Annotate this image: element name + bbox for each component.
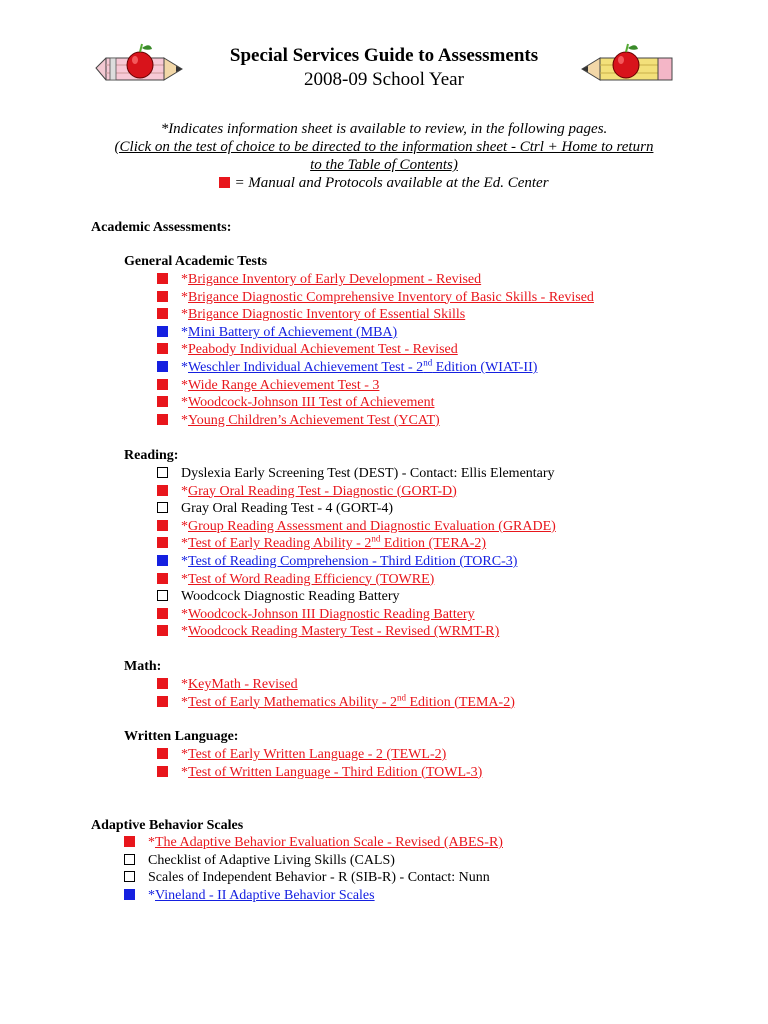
test-link[interactable]: Group Reading Assessment and Diagnostic Evaluation (GRADE) bbox=[188, 518, 556, 534]
info-sheet-marker: * bbox=[181, 395, 188, 411]
instructions bbox=[80, 120, 688, 192]
empty-square-icon bbox=[157, 467, 168, 478]
list-general-academic bbox=[157, 271, 594, 429]
test-link[interactable]: Gray Oral Reading Test - Diagnostic (GORT-D) bbox=[188, 483, 457, 499]
list-item[interactable] bbox=[157, 676, 515, 694]
test-link[interactable]: Woodcock-Johnson III Diagnostic Reading Battery bbox=[188, 606, 475, 622]
list-item[interactable] bbox=[157, 623, 556, 641]
list-item[interactable] bbox=[157, 394, 594, 412]
red-square-icon bbox=[157, 520, 168, 531]
note-line-1: *Indicates information sheet is available to review, in the following pages. bbox=[160, 121, 608, 137]
list-item[interactable] bbox=[157, 412, 594, 430]
test-link[interactable]: Test of Early Written Language - 2 (TEWL-2) bbox=[188, 747, 447, 762]
test-name: Checklist of Adaptive Living Skills (CALS) bbox=[148, 852, 395, 868]
info-sheet-marker: * bbox=[181, 571, 188, 587]
info-sheet-marker: * bbox=[181, 377, 188, 393]
empty-square-icon bbox=[157, 502, 168, 513]
list-item[interactable] bbox=[157, 746, 482, 764]
red-square-icon bbox=[157, 308, 168, 319]
list-item[interactable] bbox=[124, 834, 503, 852]
red-square-icon bbox=[157, 537, 168, 548]
red-square-icon bbox=[157, 766, 168, 777]
test-name: Scales of Independent Behavior - R (SIB-R) - Contact: Nunn bbox=[148, 870, 490, 886]
test-link[interactable]: Woodcock Reading Mastery Test - Revised (WRMT-R) bbox=[188, 624, 500, 640]
info-sheet-marker: * bbox=[181, 272, 188, 287]
red-square-icon bbox=[157, 273, 168, 284]
test-name: Gray Oral Reading Test - 4 (GORT-4) bbox=[181, 501, 394, 517]
red-square-icon bbox=[157, 379, 168, 390]
list-item[interactable] bbox=[157, 764, 482, 782]
test-link[interactable]: Test of Written Language - Third Edition (TOWL-3) bbox=[188, 764, 483, 780]
info-sheet-marker: * bbox=[181, 764, 188, 780]
info-sheet-marker: * bbox=[181, 289, 188, 305]
test-link[interactable]: Brigance Diagnostic Comprehensive Inventory of Basic Skills - Revised bbox=[188, 289, 594, 305]
list-item[interactable] bbox=[157, 518, 556, 536]
empty-square-icon bbox=[157, 590, 168, 601]
note-line-3: to the Table of Contents) bbox=[310, 157, 458, 173]
section-heading-academic: Academic Assessments: bbox=[91, 220, 232, 235]
list-written-language bbox=[157, 746, 482, 781]
info-sheet-marker: * bbox=[148, 835, 155, 850]
list-item[interactable] bbox=[157, 306, 594, 324]
subheading-math: Math: bbox=[124, 659, 162, 674]
info-sheet-marker: * bbox=[181, 324, 188, 340]
page-title: Special Services Guide to Assessments bbox=[229, 45, 539, 66]
test-link[interactable]: Mini Battery of Achievement (MBA) bbox=[188, 324, 398, 340]
info-sheet-marker: * bbox=[181, 624, 188, 640]
red-square-icon bbox=[157, 343, 168, 354]
test-link[interactable]: Vineland - II Adaptive Behavior Scales bbox=[155, 887, 375, 903]
red-square-icon bbox=[157, 748, 168, 759]
test-link[interactable]: Wide Range Achievement Test - 3 bbox=[188, 377, 380, 393]
red-square-icon bbox=[157, 573, 168, 584]
red-square-icon bbox=[124, 836, 135, 847]
empty-square-icon bbox=[124, 871, 135, 882]
test-link[interactable]: Test of Word Reading Efficiency (TOWRE) bbox=[188, 571, 435, 587]
list-item[interactable] bbox=[157, 359, 594, 377]
test-link[interactable]: Young Children’s Achievement Test (YCAT) bbox=[188, 412, 440, 428]
list-item[interactable] bbox=[157, 271, 594, 289]
list-item[interactable] bbox=[157, 341, 594, 359]
test-link[interactable]: Brigance Diagnostic Inventory of Essential Skills bbox=[188, 307, 466, 323]
red-square-icon bbox=[157, 485, 168, 496]
blue-square-icon bbox=[157, 555, 168, 566]
list-item[interactable] bbox=[157, 691, 515, 712]
info-sheet-marker: * bbox=[181, 677, 188, 692]
list-item bbox=[124, 852, 503, 870]
list-item[interactable] bbox=[157, 377, 594, 395]
info-sheet-marker: * bbox=[181, 412, 188, 428]
legend-text: = Manual and Protocols available at the Ed. Center bbox=[234, 175, 549, 191]
blue-square-icon bbox=[124, 889, 135, 900]
header bbox=[0, 44, 768, 92]
empty-square-icon bbox=[124, 854, 135, 865]
info-sheet-marker: * bbox=[181, 483, 188, 499]
list-item[interactable] bbox=[124, 887, 503, 905]
info-sheet-marker: * bbox=[181, 694, 188, 710]
info-sheet-marker: * bbox=[181, 553, 188, 569]
list-item[interactable] bbox=[157, 324, 594, 342]
test-link[interactable]: Test of Reading Comprehension - Third Edition (TORC-3) bbox=[188, 553, 518, 569]
red-square-icon bbox=[157, 291, 168, 302]
page-subtitle: 2008-09 School Year bbox=[304, 69, 464, 90]
info-sheet-marker: * bbox=[148, 887, 155, 903]
list-item[interactable] bbox=[157, 606, 556, 624]
info-sheet-marker: * bbox=[181, 518, 188, 534]
section-heading-adaptive: Adaptive Behavior Scales bbox=[91, 818, 244, 833]
list-item[interactable] bbox=[157, 289, 594, 307]
red-square-icon bbox=[157, 678, 168, 689]
red-square-icon bbox=[157, 696, 168, 707]
test-link[interactable]: Woodcock-Johnson III Test of Achievement bbox=[188, 395, 435, 411]
test-link[interactable]: Test of Early Mathematics Ability - 2nd Edition (TEMA-2) bbox=[188, 691, 515, 710]
list-item[interactable] bbox=[157, 571, 556, 589]
test-link[interactable]: Brigance Inventory of Early Development - Revised bbox=[188, 272, 482, 287]
info-sheet-marker: * bbox=[181, 536, 188, 552]
info-sheet-marker: * bbox=[181, 342, 188, 358]
test-link[interactable]: KeyMath - Revised bbox=[188, 677, 298, 692]
red-square-icon bbox=[157, 608, 168, 619]
test-link[interactable]: The Adaptive Behavior Evaluation Scale - Revised (ABES-R) bbox=[155, 835, 503, 850]
blue-square-icon bbox=[157, 326, 168, 337]
list-item[interactable] bbox=[157, 483, 556, 501]
list-item bbox=[157, 500, 556, 518]
test-link[interactable]: Peabody Individual Achievement Test - Revised bbox=[188, 342, 458, 358]
legend bbox=[80, 174, 688, 192]
blue-square-icon bbox=[157, 361, 168, 372]
list-item[interactable] bbox=[157, 553, 556, 571]
note-line-2: (Click on the test of choice to be directed to the information sheet - Ctrl + Home to return bbox=[114, 139, 654, 155]
list-reading bbox=[157, 465, 556, 641]
info-sheet-marker: * bbox=[181, 747, 188, 762]
list-math bbox=[157, 676, 515, 711]
info-sheet-marker: * bbox=[181, 606, 188, 622]
test-link[interactable]: Weschler Individual Achievement Test - 2nd Edition (WIAT-II) bbox=[188, 357, 538, 375]
list-item bbox=[124, 869, 503, 887]
list-item bbox=[157, 465, 556, 483]
red-square-icon bbox=[157, 414, 168, 425]
subheading-general-academic: General Academic Tests bbox=[124, 254, 268, 269]
red-square-icon bbox=[157, 396, 168, 407]
subheading-reading: Reading: bbox=[124, 448, 179, 463]
test-name: Woodcock Diagnostic Reading Battery bbox=[181, 589, 400, 605]
info-sheet-marker: * bbox=[181, 307, 188, 323]
list-adaptive bbox=[124, 834, 503, 904]
test-link[interactable]: Test of Early Reading Ability - 2nd Edition (TERA-2) bbox=[188, 533, 487, 552]
red-square-icon bbox=[219, 177, 230, 188]
list-item[interactable] bbox=[157, 535, 556, 553]
info-sheet-marker: * bbox=[181, 359, 188, 375]
subheading-written-language: Written Language: bbox=[124, 729, 239, 744]
test-name: Dyslexia Early Screening Test (DEST) - Contact: Ellis Elementary bbox=[181, 466, 555, 481]
list-item bbox=[157, 588, 556, 606]
red-square-icon bbox=[157, 625, 168, 636]
